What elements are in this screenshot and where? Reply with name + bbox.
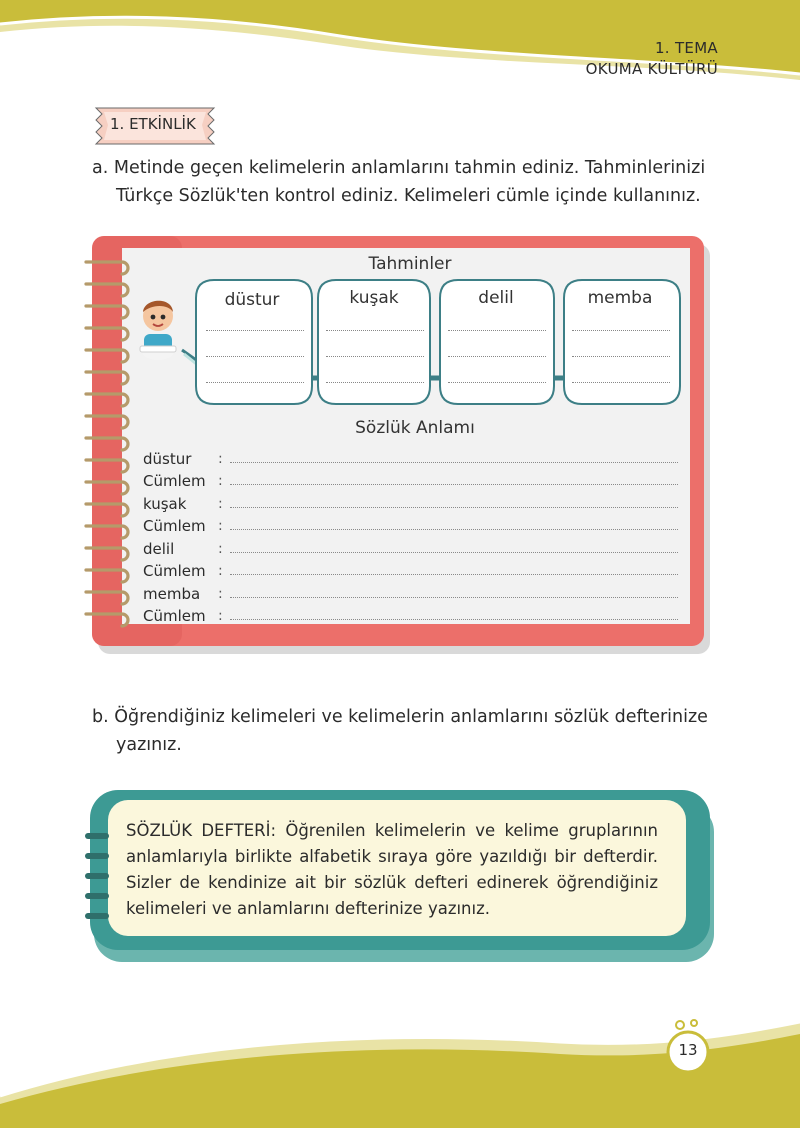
row-label-sentence: Cümlem xyxy=(143,517,206,535)
theme-header xyxy=(586,38,718,80)
activity-badge-label: 1. ETKİNLİK xyxy=(110,115,196,133)
guess-line[interactable] xyxy=(326,356,424,357)
row-answer-line[interactable] xyxy=(230,574,678,575)
row-colon: : xyxy=(218,563,223,579)
page-number: 13 xyxy=(678,1041,698,1059)
guess-line[interactable] xyxy=(572,382,670,383)
instruction-a-line1: a. Metinde geçen kelimelerin anlamlarını tahmin ediniz. Tahminlerinizi xyxy=(92,158,706,178)
row-label-sentence: Cümlem xyxy=(143,607,206,625)
row-answer-line[interactable] xyxy=(230,507,678,508)
theme-number: 1. TEMA xyxy=(654,39,718,57)
notebook-spiral xyxy=(82,252,138,632)
row-label-word: delil xyxy=(143,540,175,558)
guess-line[interactable] xyxy=(206,356,304,357)
row-label-sentence: Cümlem xyxy=(143,472,206,490)
info-box-definition: Öğrenilen kelimelerin ve kelime gruplarının anlamlarıyla birlikte alfabetik sıraya göre yazıldığı bir defterdir. Sizler de kendinize ait bir sözlük defteri edinerek öğrendiğiniz kelimeleri ve anlamlarını defterinize yazınız. xyxy=(126,821,658,918)
row-answer-line[interactable] xyxy=(230,619,678,620)
row-label-word: düstur xyxy=(143,450,192,468)
instruction-a xyxy=(92,154,732,210)
instruction-a-line2: Türkçe Sözlük'ten kontrol ediniz. Kelimeleri cümle içinde kullanınız. xyxy=(116,186,701,206)
row-answer-line[interactable] xyxy=(230,597,678,598)
row-answer-line[interactable] xyxy=(230,552,678,553)
guess-line[interactable] xyxy=(572,330,670,331)
guess-line[interactable] xyxy=(448,330,546,331)
word-card-title-3: delil xyxy=(478,288,514,308)
word-card-title-1: düstur xyxy=(224,290,280,310)
guess-line[interactable] xyxy=(326,382,424,383)
guess-line[interactable] xyxy=(206,382,304,383)
row-answer-line[interactable] xyxy=(230,484,678,485)
guesses-title: Tahminler xyxy=(368,254,452,274)
info-box-term: SÖZLÜK DEFTERİ: xyxy=(126,821,277,840)
row-colon: : xyxy=(218,451,223,467)
row-answer-line[interactable] xyxy=(230,462,678,463)
guess-line[interactable] xyxy=(448,382,546,383)
theme-name: OKUMA KÜLTÜRÜ xyxy=(585,60,718,78)
row-label-word: kuşak xyxy=(143,495,187,513)
guess-line[interactable] xyxy=(206,330,304,331)
instruction-b-line1: b. Öğrendiğiniz kelimeleri ve kelimelerin anlamlarını sözlük defterinize xyxy=(92,707,708,727)
row-colon: : xyxy=(218,496,223,512)
word-card-title-4: memba xyxy=(587,288,653,308)
row-colon: : xyxy=(218,473,223,489)
dictionary-meaning-title: Sözlük Anlamı xyxy=(355,418,475,438)
guess-line[interactable] xyxy=(448,356,546,357)
row-colon: : xyxy=(218,586,223,602)
word-card-title-2: kuşak xyxy=(349,288,399,308)
row-answer-line[interactable] xyxy=(230,529,678,530)
row-colon: : xyxy=(218,541,223,557)
row-colon: : xyxy=(218,518,223,534)
instruction-b-line2: yazınız. xyxy=(116,735,182,755)
row-label-word: memba xyxy=(143,585,201,603)
row-label-sentence: Cümlem xyxy=(143,562,206,580)
guess-line[interactable] xyxy=(572,356,670,357)
row-colon: : xyxy=(218,608,223,624)
instruction-b xyxy=(92,703,732,759)
info-box-text xyxy=(126,818,658,922)
guess-line[interactable] xyxy=(326,330,424,331)
